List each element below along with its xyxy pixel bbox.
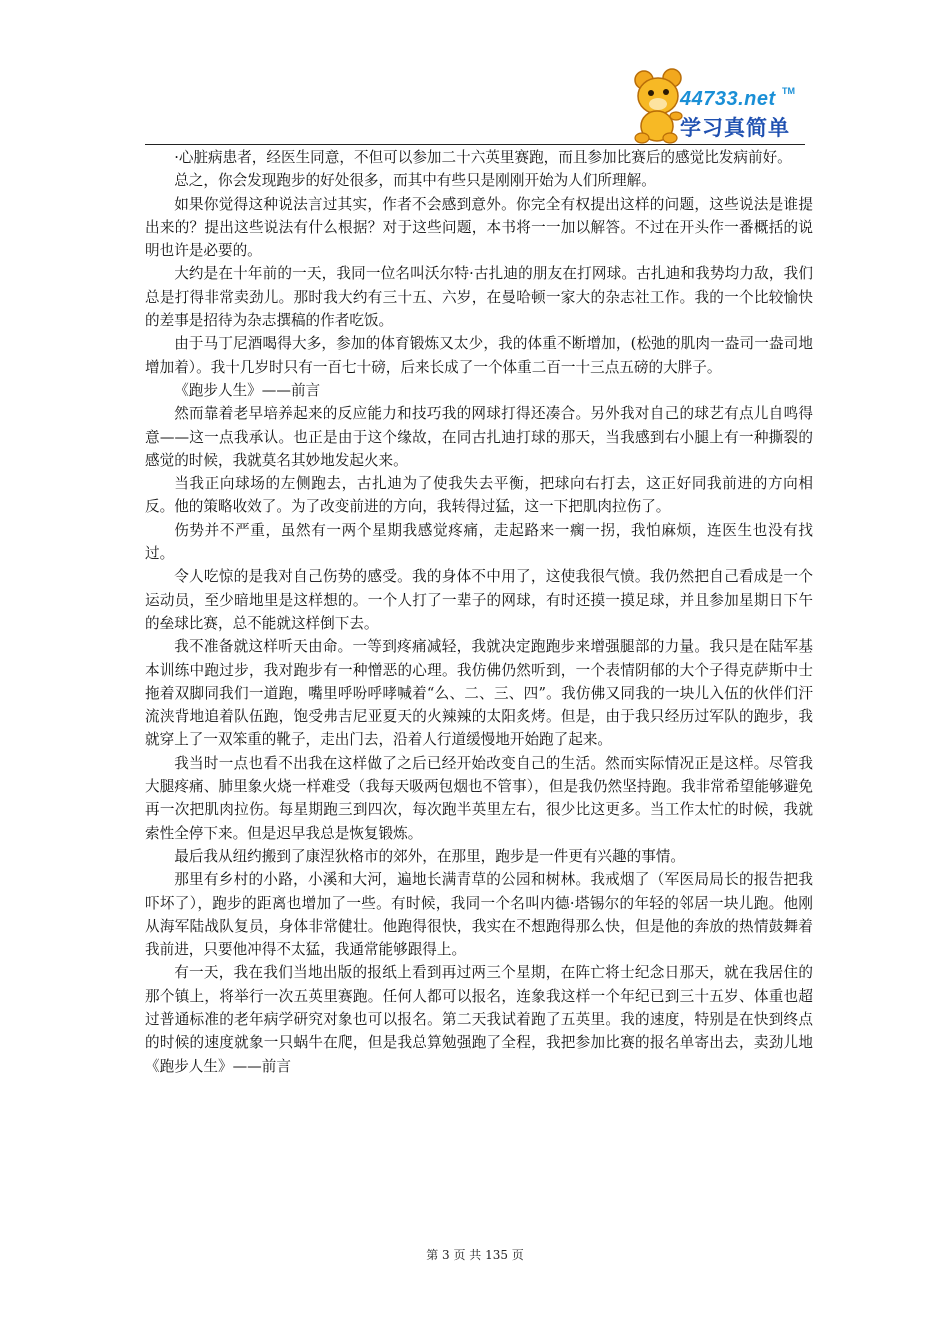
site-logo	[622, 66, 818, 144]
logo-trademark: TM	[782, 86, 795, 96]
document-body	[145, 146, 813, 1078]
logo-url-text: 44733.net	[680, 88, 776, 110]
paragraph: 有一天，我在我们当地出版的报纸上看到再过两三个星期，在阵亡将士纪念日那天，就在我居住的那个镇上，将举行一次五英里赛跑。任何人都可以报名，连象我这样一个年纪已到三十五岁、体重也超过普通标准的老年病学研究对象也可以报名。第二天我试着跑了五英里。我的速度，特别是在快到终点的时候的速度就象一只蜗牛在爬，但是我总算勉强跑了全程，我把参加比赛的报名单寄出去，卖劲儿地《跑步人生》——前言	[145, 964, 813, 1075]
paragraph: 我不准备就这样听天由命。一等到疼痛减轻，我就决定跑跑步来增强腿部的力量。我只是在陆军基本训练中跑过步，我对跑步有一种憎恶的心理。我仿佛仍然听到，一个表情阴郁的大个子得克萨斯中士拖着双脚同我们一道跑，嘴里呼吩呼哮喊着“么、二、三、四”。我仿佛又同我的一块儿入伍的伙伴们汗流浃背地追着队伍跑，饱受弗吉尼亚夏天的火辣辣的太阳炙烤。但是，由于我只经历过军队的跑步，我就穿上了一双笨重的靴子，走出门去，沿着人行道缓慢地开始跑了起来。	[145, 638, 813, 749]
paragraph: 如果你觉得这种说法言过其实，作者不会感到意外。你完全有权提出这样的问题，这些说法是谁提出来的？提出这些说法有什么根据？对于这些问题，本书将一一加以解答。不过在开头作一番概括的说明也许是必要的。	[145, 195, 813, 260]
paragraph: 由于马丁尼酒喝得大多，参加的体育锻炼又太少，我的体重不断增加，(松弛的肌肉一盎司一盎司地增加着）。我十几岁时只有一百七十磅，后来长成了一个体重二百一十三点五磅的大胖子。	[145, 335, 813, 376]
paragraph: 当我正向球场的左侧跑去，古扎迪为了使我失去平衡，把球向右打去，这正好同我前进的方向相反。他的策略收效了。为了改变前进的方向，我转得过猛，这一下把肌肉拉伤了。	[145, 475, 813, 516]
section-heading: 《跑步人生》——前言	[174, 381, 321, 399]
paragraph: 然而靠着老早培养起来的反应能力和技巧我的网球打得还凑合。另外我对自己的球艺有点儿自鸣得意——这一点我承认。也正是由于这个缘故，在同古扎迪打球的那天，当我感到右小腿上有一种撕裂的感觉的时候，我就莫名其妙地发起火来。	[145, 405, 813, 469]
paragraph: 我当时一点也看不出我在这样做了之后已经开始改变自己的生活。然而实际情况正是这样。尽管我大腿疼痛、肺里象火烧一样难受（我每天吸两包烟也不管事），但是我仍然坚持跑。我非常希望能够避免再一次把肌肉拉伤。每星期跑三到四次，每次跑半英里左右，很少比这更多。当工作太忙的时候，我就索性全停下来。但是迟早我总是恢复锻炼。	[145, 754, 813, 842]
paragraph: 总之，你会发现跑步的好处很多，而其中有些只是刚刚开始为人们所理解。	[174, 172, 656, 190]
logo-slogan: 学习真简单	[680, 116, 790, 140]
paragraph: 最后我从纽约搬到了康涅狄格市的郊外，在那里，跑步是一件更有兴趣的事情。	[174, 847, 685, 865]
paragraph: 令人吃惊的是我对自己伤势的感受。我的身体不中用了，这使我很气愤。我仍然把自己看成是一个运动员，至少暗地里是这样想的。一个人打了一辈子的网球，有时还摸一摸足球，并且参加星期日下午的垒球比赛，总不能就这样倒下去。	[145, 568, 813, 632]
paragraph: 伤势并不严重，虽然有一两个星期我感觉疼痛，走起路来一瘸一拐，我怕麻烦，连医生也没有找过。	[145, 521, 813, 563]
paragraph: 那里有乡村的小路，小溪和大河，遍地长满青草的公园和树林。我戒烟了（军医局局长的报告把我吓坏了），跑步的距离也增加了一些。有时候，我同一个名叫内德·塔锡尔的年轻的邻居一块儿跑。他刚从海军陆战队复员，身体非常健壮。他跑得很快，我实在不想跑得那么快，但是他的奔放的热情鼓舞着我前进，只要他冲得不太猛，我通常能够跟得上。	[145, 871, 813, 959]
paragraph: 大约是在十年前的一天，我同一位名叫沃尔特·古扎迪的朋友在打网球。古扎迪和我势均力敌，我们总是打得非常卖劲儿。那时我大约有三十五、六岁，在曼哈顿一家大的杂志社工作。我的一个比较愉快的差事是招待为杂志撰稿的作者吃饭。	[145, 265, 813, 330]
header-divider	[145, 144, 805, 145]
paragraph: ·心脏病患者，经医生同意，不但可以参加二十六英里赛跑，而且参加比赛后的感觉比发病前好。	[174, 149, 792, 166]
page-number-footer: 第 3 页 共 135 页	[426, 1248, 524, 1262]
